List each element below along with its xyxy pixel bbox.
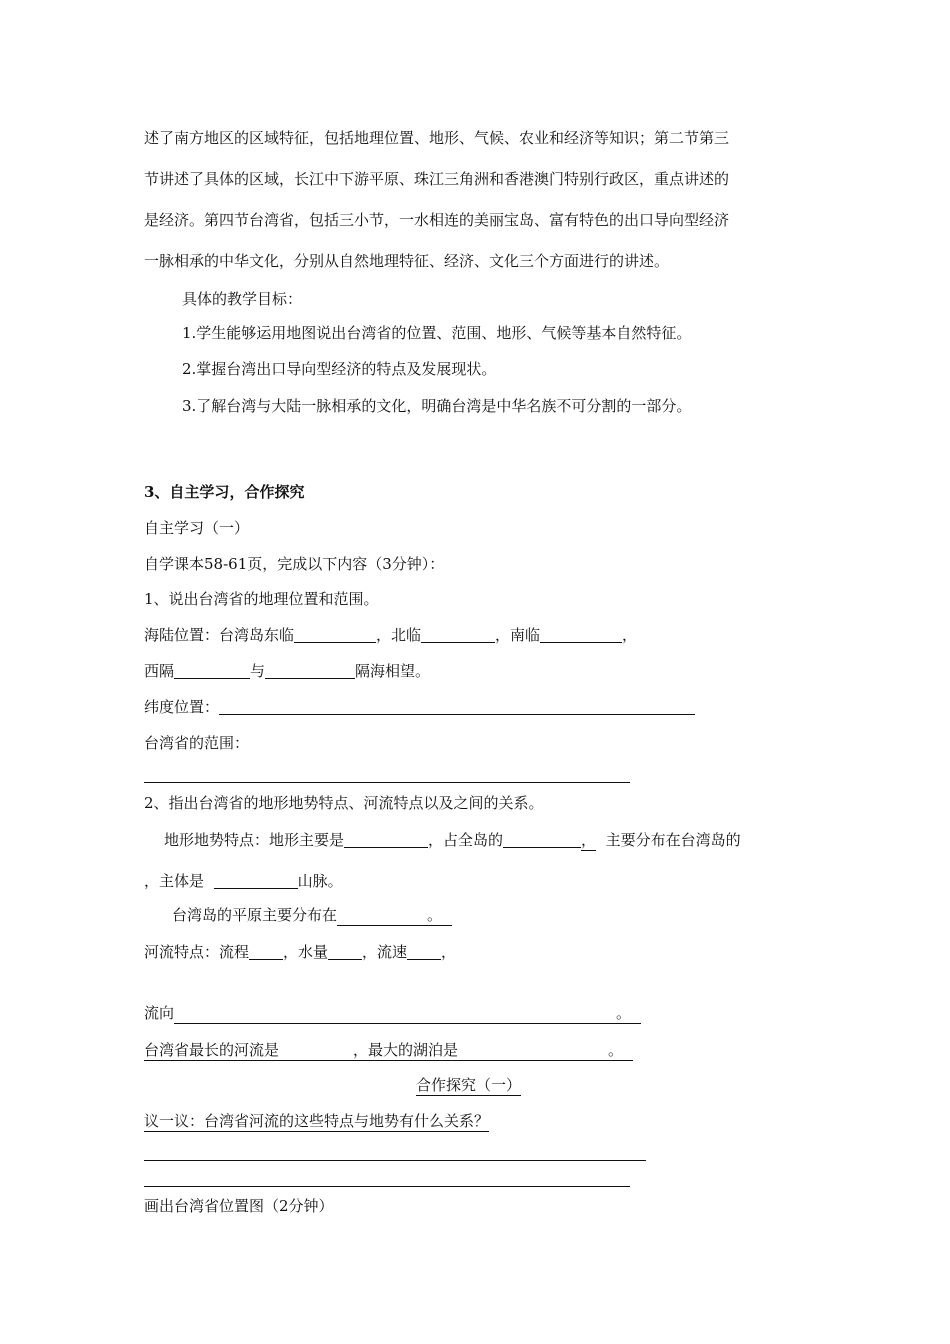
plain-blank[interactable]: 。: [337, 906, 452, 926]
question-2: 2、指出台湾省的地形地势特点、河流特点以及之间的关系。: [144, 794, 544, 812]
speed-blank[interactable]: [407, 943, 441, 960]
west-blank-2[interactable]: [265, 662, 355, 679]
discuss-answer-line-2[interactable]: [144, 1186, 630, 1187]
latitude-label: 纬度位置：: [144, 698, 220, 716]
occupy-label: ，占全岛的: [428, 831, 504, 849]
east-blank[interactable]: [294, 626, 376, 643]
west-row: [144, 661, 430, 681]
range-answer-line[interactable]: [144, 782, 630, 783]
sea-land-position-row: [144, 625, 637, 645]
intro-line-3: 是经济。第四节台湾省，包括三小节，一水相连的美丽宝岛、富有特色的出口导向型经济: [144, 211, 730, 229]
river-row: [144, 942, 456, 962]
west-blank-1[interactable]: [174, 662, 250, 679]
distribution-label: 主要分布在台湾岛的: [605, 831, 741, 849]
plain-row: [172, 905, 452, 925]
comma: ，: [622, 626, 638, 644]
discuss-question: 议一议：台湾省河流的这些特点与地势有什么关系？: [144, 1112, 490, 1130]
latitude-row: [144, 697, 695, 717]
north-blank[interactable]: [421, 626, 495, 643]
terrain-label: 地形地势特点：地形主要是: [164, 831, 345, 849]
objectives-title: 具体的教学目标：: [182, 290, 303, 308]
intro-line-2: 节讲述了具体的区域，长江中下游平原、珠江三角洲和香港澳门特别行政区，重点讲述的: [144, 170, 730, 188]
self-study-title: 自主学习（一）: [144, 519, 250, 537]
volume-label: ，水量: [283, 943, 329, 961]
terrain-row: [164, 830, 741, 850]
section-heading: 3、自主学习，合作探究: [144, 483, 305, 501]
objective-1: 1.学生能够运用地图说出台湾省的位置、范围、地形、气候等基本自然特征。: [182, 324, 692, 342]
plain-label: 台湾岛的平原主要分布在: [172, 906, 338, 924]
objective-3: 3.了解台湾与大陆一脉相承的文化，明确台湾是中华名族不可分割的一部分。: [182, 397, 692, 415]
volume-blank[interactable]: [328, 943, 362, 960]
objective-2: 2.掌握台湾出口导向型经济的特点及发展现状。: [182, 360, 497, 378]
terrain-blank[interactable]: [344, 831, 428, 848]
length-blank[interactable]: [249, 943, 283, 960]
question-1: 1、说出台湾省的地理位置和范围。: [144, 590, 379, 608]
main-body-label: ，主体是: [144, 872, 205, 890]
south-label: ，南临: [495, 626, 541, 644]
main-body-blank[interactable]: [214, 872, 298, 889]
sea-land-label: 海陆位置：台湾岛东临: [144, 626, 295, 644]
river-comma: ，: [441, 943, 457, 961]
longest-underlined[interactable]: 台湾省最长的河流是 ，最大的湖泊是 。: [144, 1041, 633, 1061]
discuss-answer-line-1[interactable]: [144, 1160, 646, 1161]
draw-map-instruction: 画出台湾省位置图（2分钟）: [144, 1197, 334, 1215]
speed-label: ，流速: [362, 943, 408, 961]
self-study-instruction: 自学课本58-61页，完成以下内容（3分钟）：: [144, 555, 445, 573]
west-label: 西隔: [144, 662, 175, 680]
flow-label: 流向: [144, 1004, 175, 1022]
coop-title: 合作探究（一）: [416, 1076, 522, 1094]
and-label: 与: [250, 662, 266, 680]
discuss-row: [144, 1111, 489, 1131]
longest-row: [144, 1040, 633, 1060]
main-body-row: [144, 871, 343, 891]
south-blank[interactable]: [540, 626, 622, 643]
latitude-blank[interactable]: [219, 698, 695, 715]
across-label: 隔海相望。: [355, 662, 431, 680]
intro-line-4: 一脉相承的中华文化，分别从自然地理特征、经济、文化三个方面进行的讲述。: [144, 252, 670, 270]
flow-row: [144, 1003, 641, 1023]
flow-blank[interactable]: 。: [174, 1004, 641, 1024]
mountain-label: 山脉。: [297, 872, 343, 890]
range-label: 台湾省的范围：: [144, 734, 250, 752]
occupy-comma: ，: [581, 831, 597, 849]
intro-line-1: 述了南方地区的区域特征，包括地理位置、地形、气候、农业和经济等知识；第二节第三: [144, 129, 730, 147]
occupy-blank[interactable]: [503, 831, 581, 848]
north-label: ，北临: [376, 626, 422, 644]
river-label: 河流特点：流程: [144, 943, 250, 961]
